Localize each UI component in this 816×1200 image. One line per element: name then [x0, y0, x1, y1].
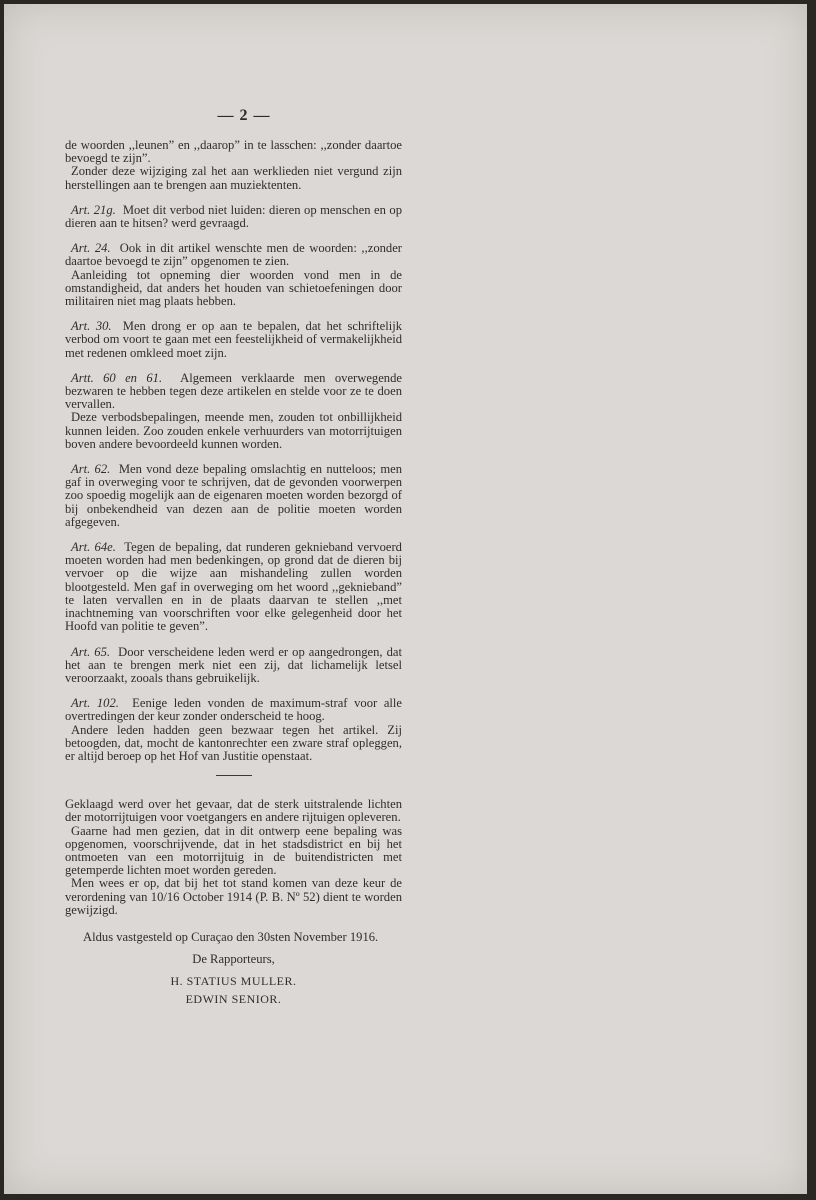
article-paragraph: [65, 463, 402, 529]
article-reference: Artt. 60 en 61.: [71, 370, 163, 385]
signatory-2: EDWIN SENIOR.: [185, 991, 282, 1006]
article-paragraph: [65, 697, 402, 763]
section-divider: [216, 775, 252, 776]
article-reference: Art. 65.: [71, 644, 111, 659]
paragraph-text: de woorden ,,leunen” en ,,daarop” in te lasschen: ,,zonder daartoe bevoegd te zijn”.: [65, 138, 402, 166]
paragraph-text: Door verscheidene leden werd er op aangedrongen, dat het aan te brengen merk niet een zij, dat lichamelijk letsel veroorzaakt, zooals thans gebruikelijk.: [65, 644, 403, 685]
paragraph-text: Geklaagd werd over het gevaar, dat de sterk uitstralende lichten der motorrijtuigen voor voetgangers en andere rijtuigen opleveren.: [65, 797, 402, 825]
paragraph-text: Men vond deze bepaling omslachtig en nutteloos; men gaf in overweging voor te schrijven, dat de gevonden voorwerpen zoo spoedig mogelijk aan de eigenaren moeten worden bezorgd of bij onbekendheid van dezen aan de politie moeten worden afgegeven.: [65, 462, 402, 529]
article-paragraph: [65, 242, 402, 308]
document-page: [4, 4, 807, 1194]
paragraph-text: Algemeen verklaarde men overwegende bezwaren te hebben tegen deze artikelen en stelde voor ze te doen vervallen.: [65, 370, 402, 412]
closing-remarks: [65, 798, 402, 917]
paragraph-text: Aanleiding tot opneming dier woorden vond men in de omstandigheid, dat anders het houden van schietoefeningen door militairen niet mag plaats hebben.: [65, 267, 402, 309]
paragraph-text: Tegen de bepaling, dat runderen geknieband vervoerd moeten worden had men bedenkingen, op grond dat de dieren bij vervoer op die wijze aan mishandeling zullen worden blootgesteld. Men gaf in overweging om het woord ,,geknieband” te laten vervallen en in de plaats daarvan te stellen ,,met inachtneming van voorschriften voor elke gelegenheid door het Hoofd van politie te geven”.: [65, 540, 402, 634]
place-date: Aldus vastgesteld op Curaçao den 30sten November 1916.: [83, 929, 379, 944]
article-paragraph: [65, 320, 402, 360]
paragraph-text: Men drong er op aan te bepalen, dat het schriftelijk verbod om voort te gaan met een feestelijkheid of vermakelijkheid met redenen omkleed moet zijn.: [65, 319, 403, 360]
article-reference: Art. 30.: [71, 319, 112, 334]
paragraph-text: Eenige leden vonden de maximum-straf voor alle overtredingen der keur zonder onderscheid te hoog.: [65, 696, 402, 724]
closing-block: [65, 931, 402, 1006]
article-paragraph: [65, 646, 402, 686]
body-text: [65, 139, 402, 1010]
paragraph-text: Andere leden hadden geen bezwaar tegen het artikel. Zij betoogden, dat, mocht de kantonrechter een zware straf opleggen, er altijd beroep op het Hof van Justitie openstaat.: [65, 722, 402, 763]
rapporteurs-label: De Rapporteurs,: [192, 952, 275, 967]
paragraph-text: Moet dit verbod niet luiden: dieren op menschen en op dieren aan te hitsen? werd gevraagd.: [65, 202, 402, 231]
paragraph-text: Men wees er op, dat bij het tot stand komen van deze keur de verordening van 10/16 October 1914 (P. B. Nº 52) dient te worden gewijzigd.: [65, 876, 402, 917]
page-number: — 2 —: [217, 107, 271, 124]
article-reference: Art. 102.: [71, 696, 119, 711]
article-reference: Art. 64e.: [71, 540, 116, 555]
article-reference: Art. 24.: [71, 241, 111, 256]
article-paragraph: [65, 204, 402, 230]
signatory-1: H. STATIUS MULLER.: [170, 974, 297, 989]
article-reference: Art. 21g.: [71, 202, 116, 217]
paragraph-text: Ook in dit artikel wenschte men de woorden: ,,zonder daartoe bevoegd te zijn” opgenomen te zien.: [65, 241, 402, 269]
article-paragraph: [65, 139, 402, 192]
paragraph-text: Deze verbodsbepalingen, meende men, zouden tot onbillijkheid kunnen leiden. Zoo zouden enkele verhuurders van motorrijtuigen boven andere bevoordeeld kunnen worden.: [65, 410, 402, 451]
paragraph-text: Gaarne had men gezien, dat in dit ontwerp eene bepaling was opgenomen, voorschrijvende, dat in het stadsdistrict en bij het ontmoeten van een motorrijtuig in de buitendistricten met getemperde lichten moet worden gereden.: [65, 823, 402, 878]
article-reference: Art. 62.: [71, 462, 111, 477]
article-paragraph: [65, 541, 402, 633]
article-paragraph: [65, 372, 402, 451]
article-commentary-list: [65, 139, 402, 763]
paragraph-text: Zonder deze wijziging zal het aan werklieden niet vergund zijn herstellingen aan te brengen aan muziektenten.: [65, 164, 402, 192]
